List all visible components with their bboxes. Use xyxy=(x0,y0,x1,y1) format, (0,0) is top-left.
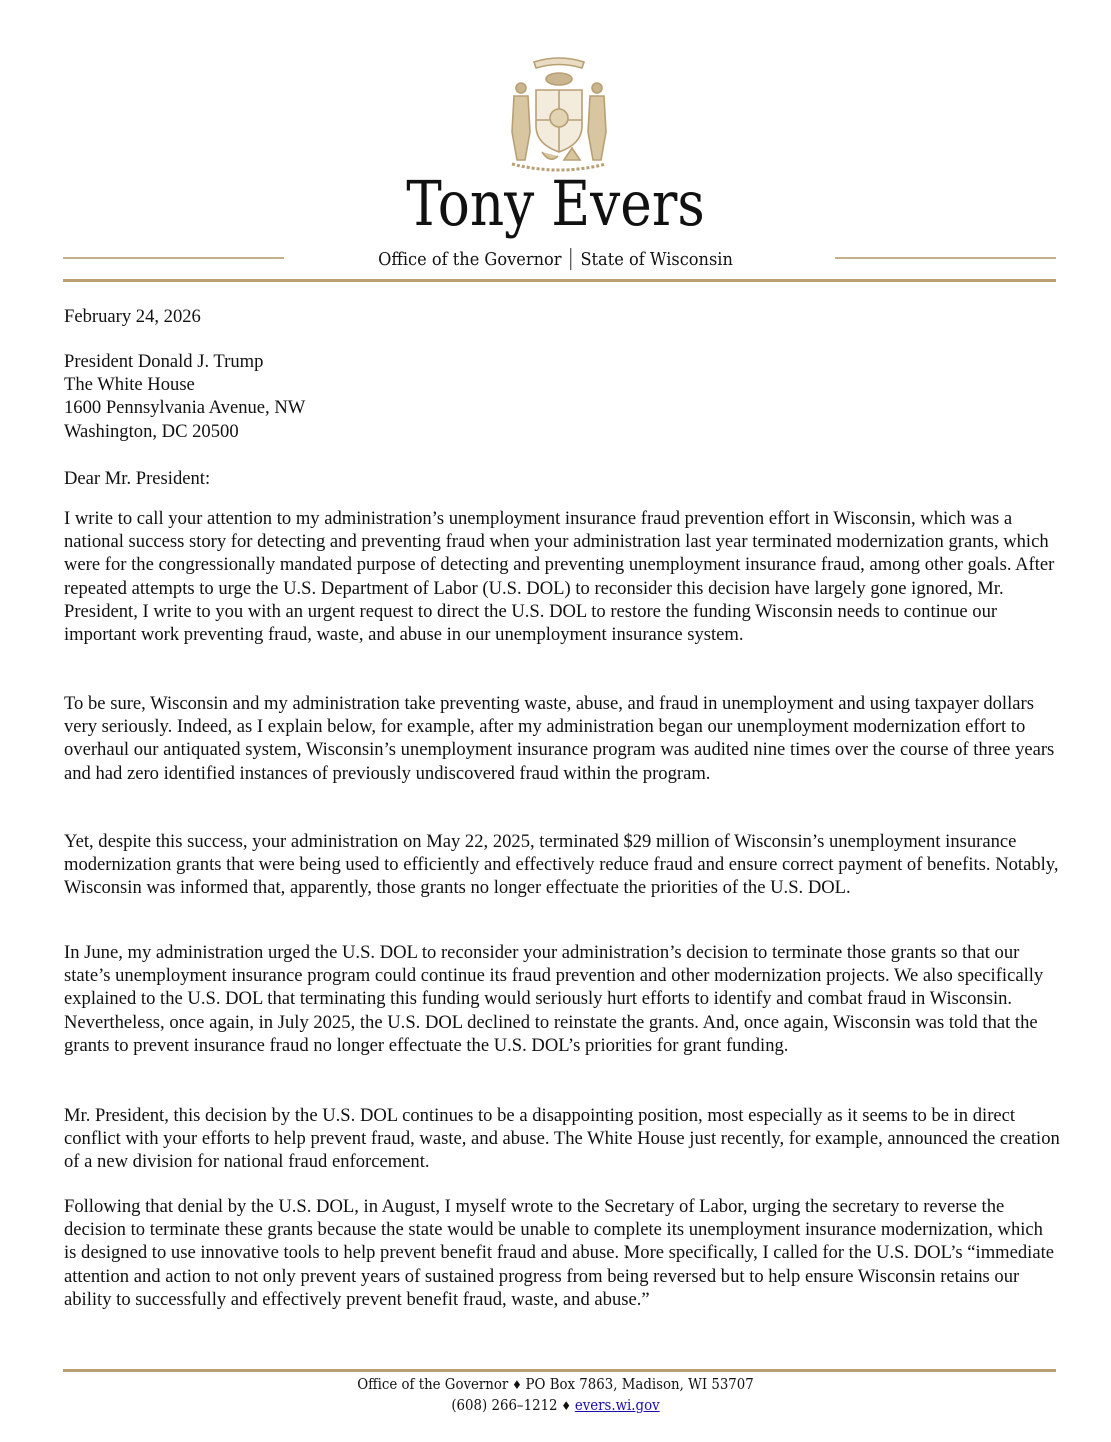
website-link[interactable]: evers.wi.gov xyxy=(574,1398,660,1414)
footer-phone: (608) 266–1212 xyxy=(451,1398,558,1414)
letterhead-subtitle xyxy=(56,248,1056,272)
recipient-name: President Donald J. Trump xyxy=(64,351,264,372)
diamond-icon: ♦ xyxy=(511,1378,522,1392)
body-paragraph: To be sure, Wisconsin and my administration take preventing waste, abuse, and fraud in unemployment and using taxpayer dollars very seriously. Indeed, as I explain below, for example, after my administration began our unemployment modernization effort to overhaul our antiquated system, Wisconsin’s unemployment insurance program was audited nine times over the course of three years and had zero identified instances of previously undiscovered fraud within the program. xyxy=(64,693,1055,784)
salutation: Dear Mr. President: xyxy=(64,468,211,489)
recipient-line-2: 1600 Pennsylvania Avenue, NW xyxy=(64,397,306,419)
letterhead-office: Office of the Governor xyxy=(378,249,562,270)
letter-date: February 24, 2026 xyxy=(64,306,201,327)
wisconsin-state-seal-icon xyxy=(498,52,620,176)
letterhead-name: Tony Evers xyxy=(406,167,705,240)
body-paragraph: In June, my administration urged the U.S. DOL to reconsider your administration’s decision to terminate those grants so that our state’s unemployment insurance program could continue its fraud prevention and other modernization projects. We also specifically explained to the U.S. DOL that terminating this funding would seriously hurt efforts to identify and combat fraud in Wisconsin. Nevertheless, once again, in July 2025, the U.S. DOL declined to reinstate the grants. And, once again, Wisconsin was told that the grants to prevent insurance fraud no longer effectuate the U.S. DOL’s priorities for grant funding. xyxy=(64,942,1044,1056)
header-rule-full xyxy=(63,279,1056,282)
header-rule-right xyxy=(835,257,1056,259)
footer-office: Office of the Governor xyxy=(357,1377,509,1393)
body-paragraph: I write to call your attention to my administration’s unemployment insurance fraud prevention effort in Wisconsin, which was a national success story for detecting and preventing fraud when your administration last year terminated modernization grants, which were for the congressionally mandated purpose of detecting and preventing unemployment insurance fraud, among other goals. After repeated attempts to urge the U.S. Department of Labor (U.S. DOL) to reconsider this decision have largely gone ignored, Mr. President, I write to you with an urgent request to direct the U.S. DOL to restore the funding Wisconsin needs to continue our important work preventing fraud, waste, and abuse in our unemployment insurance system. xyxy=(64,508,1055,646)
recipient-address xyxy=(64,350,1060,443)
footer-contact-line xyxy=(44,1396,1066,1417)
header-rule-left xyxy=(63,257,284,259)
letterhead-divider xyxy=(571,248,572,270)
body-paragraph: Following that denial by the U.S. DOL, in August, I myself wrote to the Secretary of Labor, urging the secretary to reverse the decision to terminate these grants because the state would be unable to complete its unemployment insurance modernization, which is designed to use innovative tools to help prevent benefit fraud and abuse. More specifically, I called for the U.S. DOL’s “immediate attention and action to not only prevent years of sustained progress from being reversed but to help ensure Wisconsin retains our ability to successfully and effectively prevent benefit fraud, waste, and abuse.” xyxy=(64,1196,1055,1310)
footer-rule xyxy=(63,1369,1056,1372)
footer-address-line xyxy=(44,1375,1066,1396)
diamond-icon: ♦ xyxy=(561,1399,572,1413)
body-paragraph: Yet, despite this success, your administration on May 22, 2025, terminated $29 million of Wisconsin’s unemployment insurance modernization grants that were being used to efficiently and effectively reduce fraud and ensure correct payment of benefits. Notably, Wisconsin was informed that, apparently, those grants no longer effectuate the priorities of the U.S. DOL. xyxy=(64,831,1059,899)
recipient-line-1: The White House xyxy=(64,374,195,396)
body-paragraph: Mr. President, this decision by the U.S. DOL continues to be a disappointing position, most especially as it seems to be in direct conflict with your efforts to help prevent fraud, waste, and abuse. The White House just recently, for example, announced the creation of a new division for national fraud enforcement. xyxy=(64,1105,1060,1173)
letterhead-state: State of Wisconsin xyxy=(580,249,733,270)
footer-address: PO Box 7863, Madison, WI 53707 xyxy=(525,1377,754,1393)
recipient-line-3: Washington, DC 20500 xyxy=(64,420,239,442)
